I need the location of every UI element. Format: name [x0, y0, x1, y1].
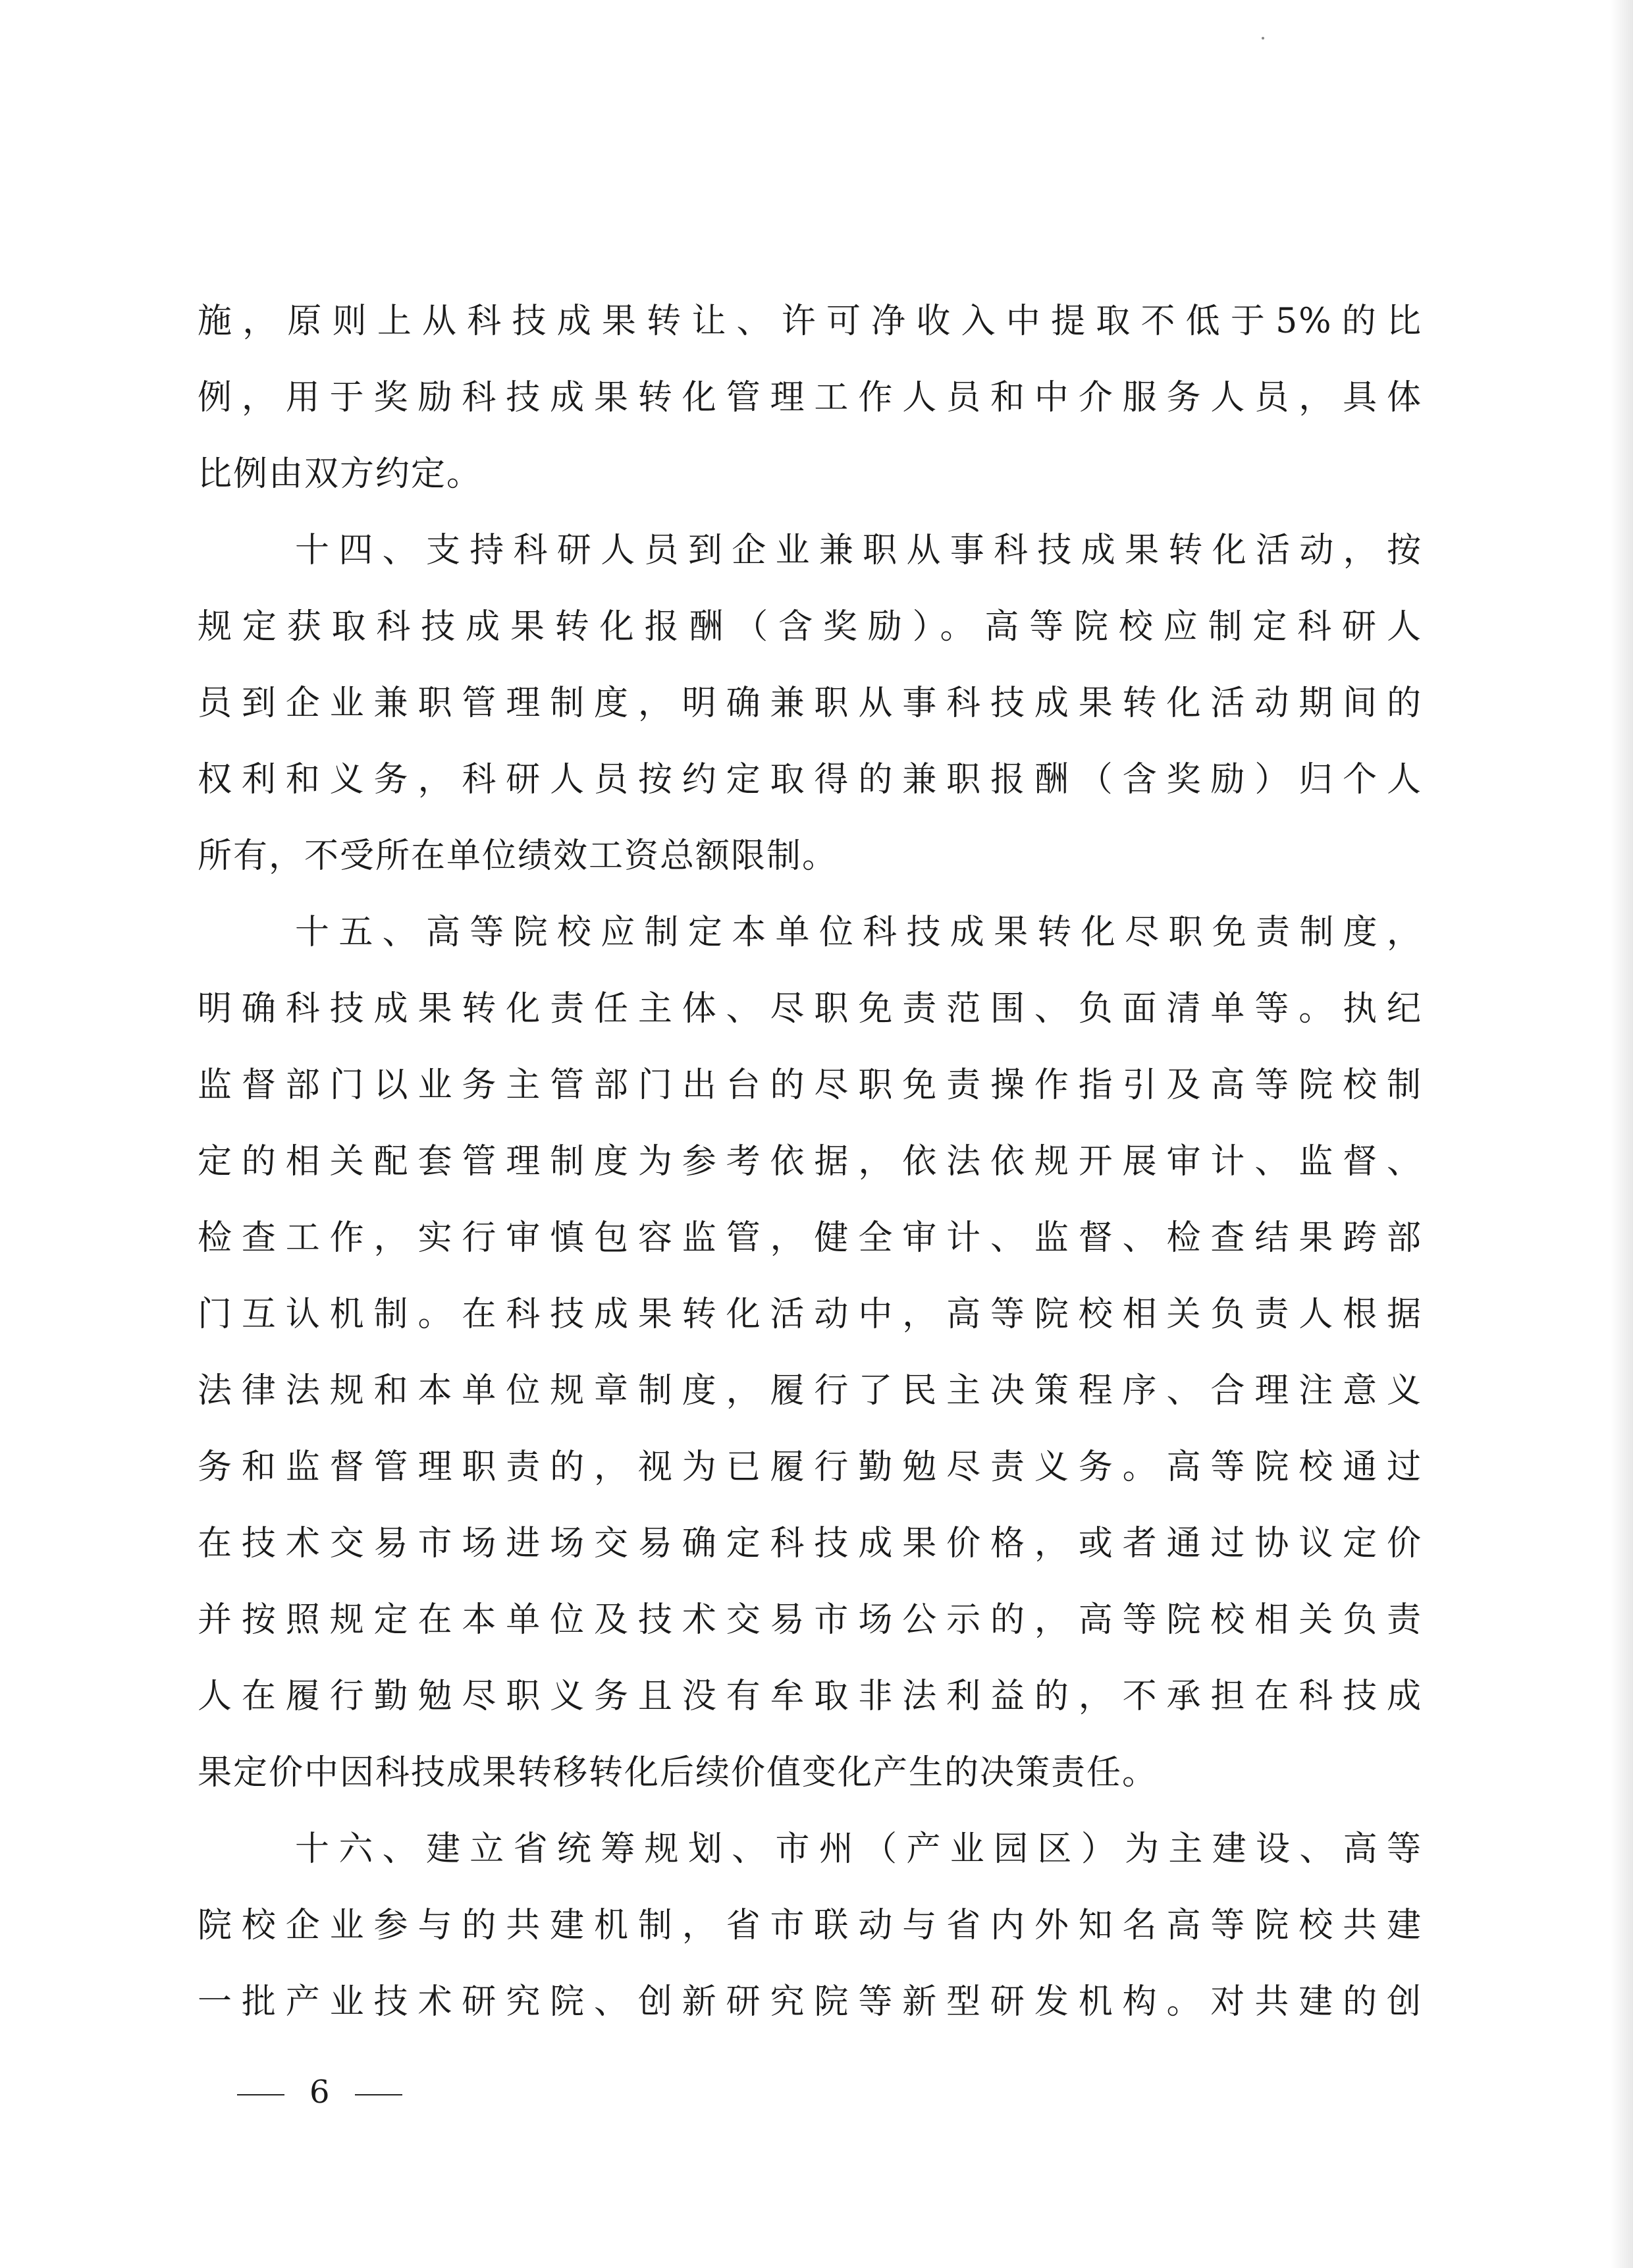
- text-line: 员到企业兼职管理制度，明确兼职从事科技成果转化活动期间的: [198, 684, 1422, 723]
- text-line: 例，用于奖励科技成果转化管理工作人员和中介服务人员，具体: [198, 378, 1422, 418]
- scan-speck: [1262, 37, 1264, 40]
- footer-right-dash: [355, 2094, 402, 2095]
- text-line: 务和监督管理职责的，视为已履行勤勉尽责义务。高等院校通过: [198, 1447, 1422, 1487]
- scan-edge-shadow: [1611, 0, 1633, 2268]
- page-footer: [237, 2069, 402, 2115]
- paragraph-p16: [198, 1811, 1422, 2040]
- text-line: 定的相关配套管理制度为参考依据，依法依规开展审计、监督、: [198, 1142, 1422, 1181]
- text-line: 并按照规定在本单位及技术交易市场公示的，高等院校相关负责: [198, 1600, 1422, 1640]
- text-line: 检查工作，实行审慎包容监管，健全审计、监督、检查结果跨部: [198, 1218, 1422, 1258]
- paragraph-p13-cont: [198, 283, 1422, 512]
- text-line: 比例由双方约定。: [198, 454, 483, 494]
- text-line: 监督部门以业务主管部门出台的尽职免责操作指引及高等院校制: [198, 1066, 1422, 1105]
- text-line: 明确科技成果转化责任主体、尽职免责范围、负面清单等。执纪: [198, 989, 1422, 1029]
- text-line: 权利和义务，科研人员按约定取得的兼职报酬（含奖励）归个人: [198, 760, 1422, 799]
- text-line: 院校企业参与的共建机制，省市联动与省内外知名高等院校共建: [198, 1906, 1422, 1945]
- document-body: [198, 283, 1422, 2040]
- text-line: 十六、建立省统筹规划、市州（产业园区）为主建设、高等: [295, 1829, 1422, 1869]
- paragraph-p15: [198, 894, 1422, 1811]
- text-line: 所有，不受所在单位绩效工资总额限制。: [198, 836, 838, 876]
- text-line: 施，原则上从科技成果转让、许可净收入中提取不低于5%的比: [198, 302, 1422, 341]
- paragraph-p14: [198, 512, 1422, 894]
- text-line: 果定价中因科技成果转移转化后续价值变化产生的决策责任。: [198, 1753, 1158, 1793]
- text-line: 人在履行勤勉尽职义务且没有牟取非法利益的，不承担在科技成: [198, 1677, 1422, 1716]
- text-line: 法律法规和本单位规章制度，履行了民主决策程序、合理注意义: [198, 1371, 1422, 1411]
- text-line: 一批产业技术研究院、创新研究院等新型研发机构。对共建的创: [198, 1982, 1422, 2022]
- text-line: 十四、支持科研人员到企业兼职从事科技成果转化活动，按: [295, 531, 1422, 570]
- text-line: 十五、高等院校应制定本单位科技成果转化尽职免责制度，: [295, 913, 1422, 952]
- text-line: 门互认机制。在科技成果转化活动中，高等院校相关负责人根据: [198, 1295, 1422, 1334]
- footer-left-dash: [237, 2094, 284, 2095]
- text-line: 在技术交易市场进场交易确定科技成果价格，或者通过协议定价: [198, 1524, 1422, 1563]
- text-line: 规定获取科技成果转化报酬（含奖励）。高等院校应制定科研人: [198, 607, 1422, 647]
- page-number: 6: [309, 2074, 330, 2111]
